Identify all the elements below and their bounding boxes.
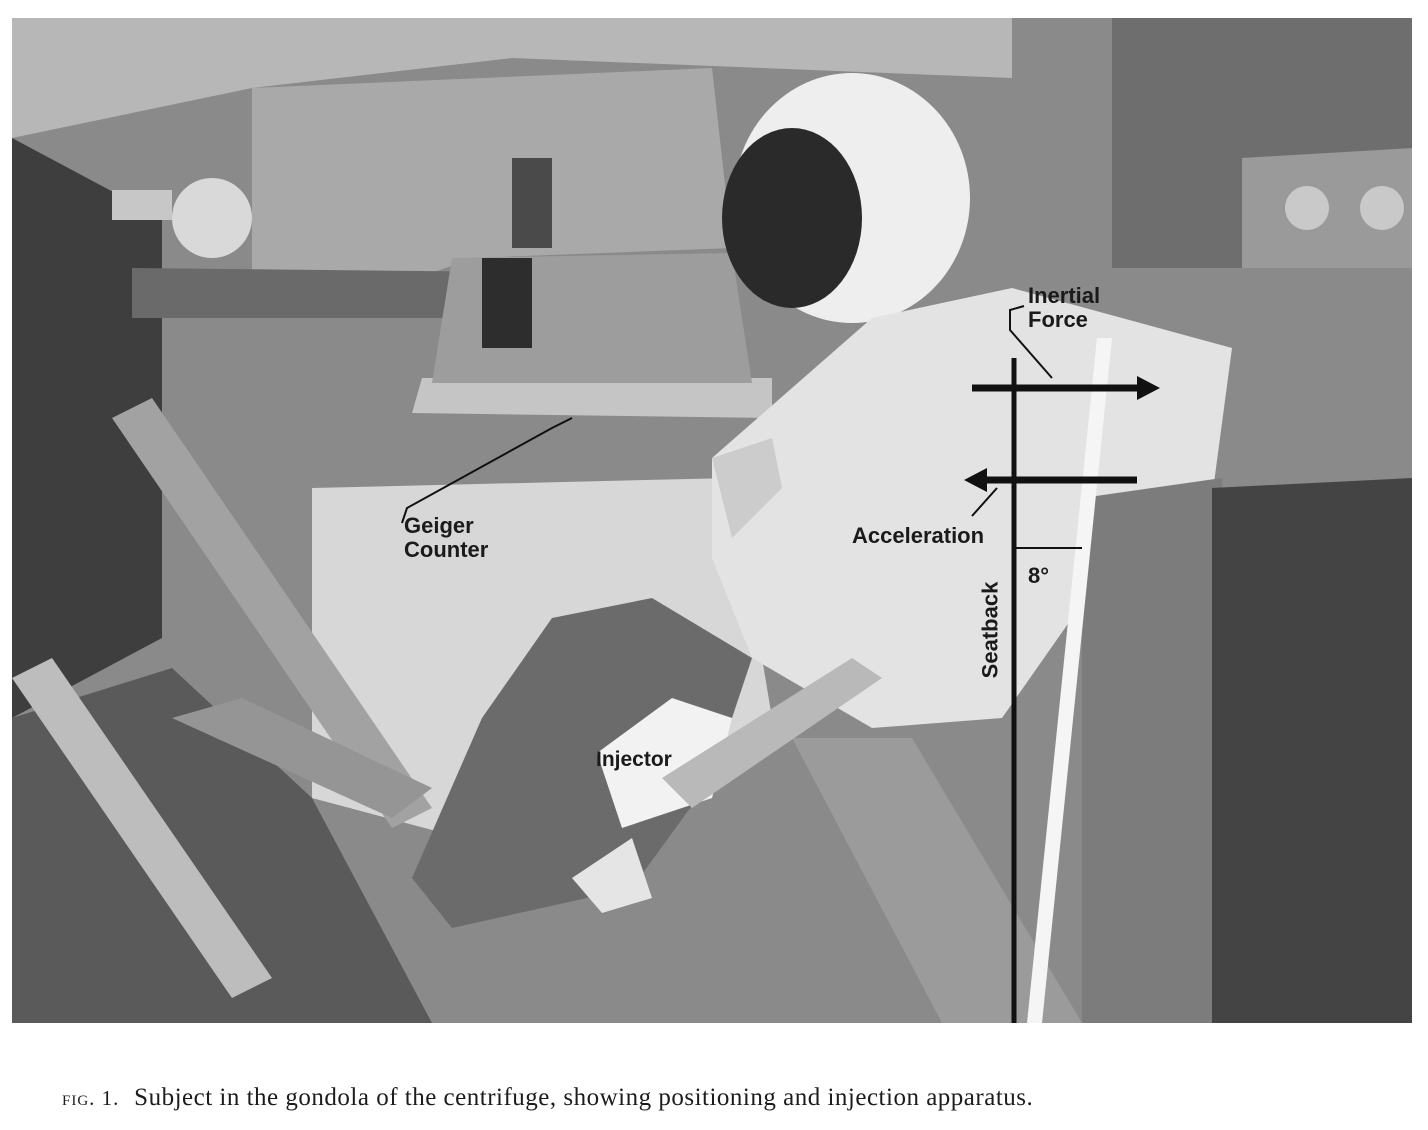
inertial-force-label-line1: Inertial xyxy=(1028,283,1101,308)
geiger-counter-label xyxy=(404,514,488,562)
figure-caption xyxy=(62,1084,1402,1112)
geiger-counter-label-line1: Geiger xyxy=(404,513,474,538)
seatback-label: Seatback xyxy=(977,581,1003,679)
figure-number: fig. 1. xyxy=(62,1086,120,1110)
geiger-counter-label-line2: Counter xyxy=(404,537,489,562)
caption-text: Subject in the gondola of the centrifuge, showing positioning and injection apparatus. xyxy=(134,1084,1034,1111)
angle-label: 8° xyxy=(1028,563,1050,588)
inertial-force-label-line2: Force xyxy=(1028,307,1088,332)
injector-label: Injector xyxy=(596,748,672,771)
inertial-force-label xyxy=(1028,284,1100,332)
acceleration-label: Acceleration xyxy=(852,523,985,548)
photo-scene xyxy=(12,18,1412,1023)
photograph xyxy=(12,18,1412,1023)
